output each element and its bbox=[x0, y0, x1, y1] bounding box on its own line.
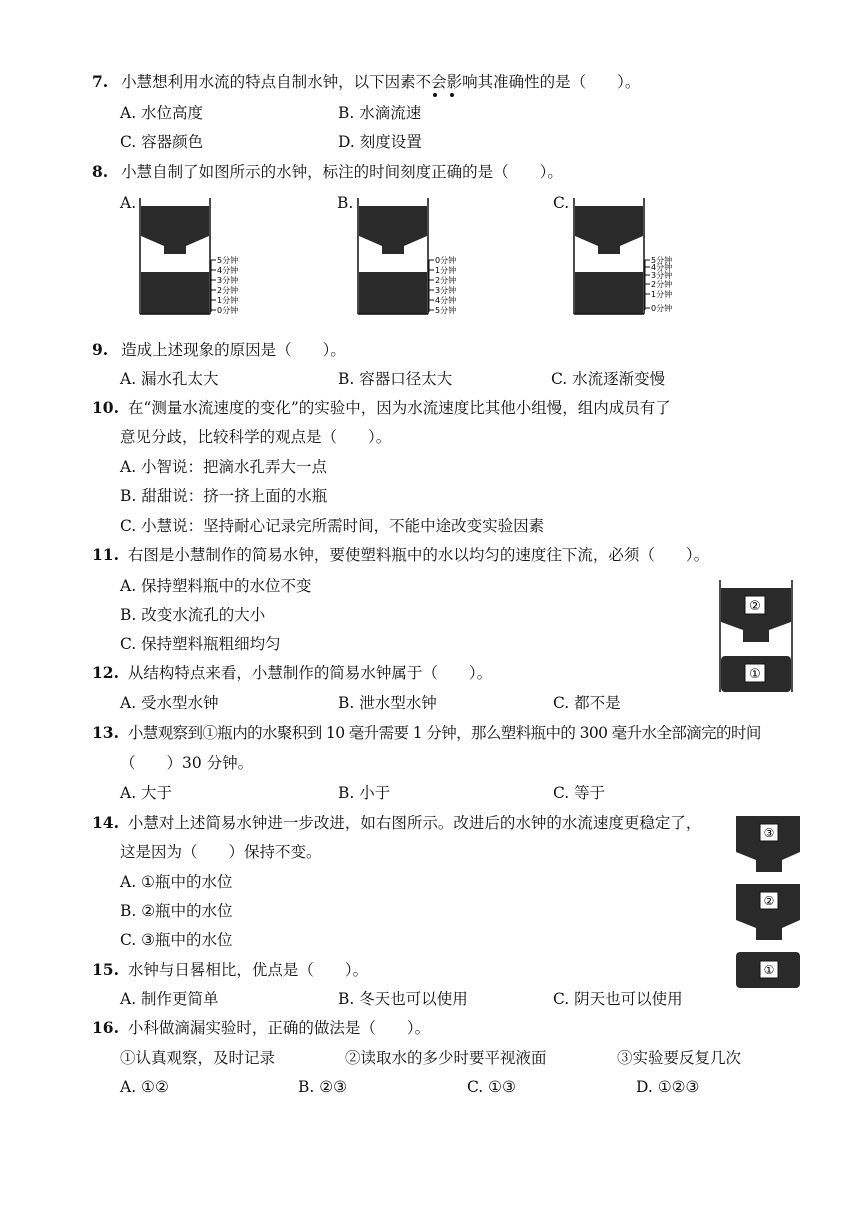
q15-option-b[interactable]: B. 冬天也可以使用 bbox=[338, 990, 468, 1008]
q7-option-d[interactable]: D. 刻度设置 bbox=[338, 133, 422, 151]
tick-label: 4分钟 bbox=[435, 296, 457, 305]
q13-option-b[interactable]: B. 小于 bbox=[338, 784, 391, 802]
q16-option-b[interactable]: B. ②③ bbox=[298, 1078, 348, 1096]
water-clock-figure-c bbox=[572, 196, 702, 320]
q16-number: 16. bbox=[92, 1018, 119, 1037]
tick-label: 2分钟 bbox=[651, 280, 673, 289]
q11-option-c[interactable]: C. 保持塑料瓶粗细均匀 bbox=[120, 635, 281, 653]
q15-option-a[interactable]: A. 制作更简单 bbox=[120, 990, 219, 1008]
q9-stem bbox=[92, 340, 346, 360]
q9-text: 造成上述现象的原因是（ ）。 bbox=[121, 341, 346, 359]
q8-option-b[interactable]: B. bbox=[337, 194, 354, 212]
q11-option-a[interactable]: A. 保持塑料瓶中的水位不变 bbox=[120, 577, 312, 595]
q11-number: 11. bbox=[92, 545, 119, 564]
q14-option-b[interactable]: B. ②瓶中的水位 bbox=[120, 902, 233, 920]
tick-label: 1分钟 bbox=[217, 296, 239, 305]
q14-option-c[interactable]: C. ③瓶中的水位 bbox=[120, 931, 233, 949]
q15-number: 15. bbox=[92, 960, 119, 979]
q12-option-a[interactable]: A. 受水型水钟 bbox=[120, 694, 219, 712]
q15-option-c[interactable]: C. 阴天也可以使用 bbox=[553, 990, 683, 1008]
q10-option-c[interactable]: C. 小慧说：坚持耐心记录完所需时间，不能中途改变实验因素 bbox=[120, 517, 545, 535]
tick-label: 5分钟 bbox=[651, 256, 673, 265]
q7-option-b[interactable]: B. 水滴流速 bbox=[338, 104, 422, 122]
q9-number: 9. bbox=[92, 340, 109, 359]
q9-option-c[interactable]: C. 水流逐渐变慢 bbox=[551, 370, 666, 388]
bottle-label: ③ bbox=[763, 826, 775, 840]
tick-label: 1分钟 bbox=[651, 290, 673, 299]
q16-option-d[interactable]: D. ①②③ bbox=[636, 1078, 700, 1096]
q13-stem-line2: （ ）30 分钟。 bbox=[120, 754, 254, 772]
q15-text: 水钟与日晷相比，优点是（ ）。 bbox=[127, 961, 369, 979]
improved-water-clock-figure bbox=[730, 812, 808, 992]
q11-option-b[interactable]: B. 改变水流孔的大小 bbox=[120, 606, 266, 624]
q14-stem-line1 bbox=[92, 813, 701, 833]
tick-label: 2分钟 bbox=[217, 286, 239, 295]
q15-stem bbox=[92, 960, 368, 980]
q13-option-a[interactable]: A. 大于 bbox=[120, 784, 173, 802]
q16-item-2: ②读取水的多少时要平视液面 bbox=[345, 1049, 547, 1067]
q12-text: 从结构特点来看，小慧制作的简易水钟属于（ ）。 bbox=[127, 664, 493, 682]
q8-stem bbox=[92, 162, 563, 182]
bottle-label: ① bbox=[763, 963, 775, 977]
q8-number: 8. bbox=[92, 162, 109, 181]
tick-label: 3分钟 bbox=[651, 271, 673, 280]
q14-number: 14. bbox=[92, 813, 119, 832]
tick-label: 0分钟 bbox=[651, 304, 673, 313]
q8-text: 小慧自制了如图所示的水钟，标注的时间刻度正确的是（ ）。 bbox=[121, 163, 563, 181]
tick-label: 5分钟 bbox=[217, 256, 239, 265]
simple-water-clock-figure bbox=[717, 578, 797, 696]
water-clock-figure-a bbox=[138, 196, 268, 320]
scale-b bbox=[429, 255, 456, 315]
q7-text: 小慧想利用水流的特点自制水钟，以下因素不会影响其准确性的是（ ）。 bbox=[121, 73, 641, 91]
q10-option-a[interactable]: A. 小智说：把滴水孔弄大一点 bbox=[120, 458, 328, 476]
q16-item-3: ③实验要反复几次 bbox=[617, 1049, 742, 1067]
q11-text: 右图是小慧制作的简易水钟，要使塑料瓶中的水以均匀的速度往下流，必须（ ）。 bbox=[127, 546, 710, 564]
q11-stem bbox=[92, 545, 709, 565]
q9-option-b[interactable]: B. 容器口径太大 bbox=[338, 370, 453, 388]
q7-option-a[interactable]: A. 水位高度 bbox=[120, 104, 204, 122]
clock-body bbox=[140, 198, 210, 314]
q9-option-a[interactable]: A. 漏水孔太大 bbox=[120, 370, 219, 388]
q16-option-c[interactable]: C. ①③ bbox=[467, 1078, 516, 1096]
tick-label: 2分钟 bbox=[435, 276, 457, 285]
q16-option-a[interactable]: A. ①② bbox=[120, 1078, 169, 1096]
tick-label: 3分钟 bbox=[435, 286, 457, 295]
q10-number: 10. bbox=[92, 398, 119, 417]
q13-number: 13. bbox=[92, 723, 119, 742]
tick-label: 3分钟 bbox=[217, 276, 239, 285]
clock-body bbox=[574, 198, 644, 314]
tick-label: 5分钟 bbox=[435, 306, 457, 315]
emphasis-dot bbox=[450, 93, 454, 97]
q7-stem bbox=[92, 72, 640, 92]
q10-text: 在“测量水流速度的变化”的实验中，因为水流速度比其他小组慢，组内成员有了 bbox=[127, 399, 671, 417]
q14-option-a[interactable]: A. ①瓶中的水位 bbox=[120, 873, 233, 891]
q7-option-c[interactable]: C. 容器颜色 bbox=[120, 133, 204, 151]
water-clock-figure-b bbox=[356, 196, 486, 320]
clock-body bbox=[358, 198, 428, 314]
q12-option-c[interactable]: C. 都不是 bbox=[553, 694, 621, 712]
q13-option-c[interactable]: C. 等于 bbox=[553, 784, 606, 802]
q10-stem-line2: 意见分歧，比较科学的观点是（ ）。 bbox=[120, 428, 392, 446]
q16-text: 小科做滴漏实验时，正确的做法是（ ）。 bbox=[127, 1019, 431, 1037]
tick-label: 4分钟 bbox=[217, 266, 239, 275]
q8-option-c[interactable]: C. bbox=[553, 194, 570, 212]
tick-label: 1分钟 bbox=[435, 266, 457, 275]
q8-option-a[interactable]: A. bbox=[120, 194, 137, 212]
tick-label: 4分钟 bbox=[651, 263, 673, 272]
scale-c bbox=[645, 255, 672, 313]
q13-text: 小慧观察到①瓶内的水聚积到 10 毫升需要 1 分钟，那么塑料瓶中的 300 毫升水全部滴完的时间 bbox=[127, 724, 761, 742]
bottle-label: ② bbox=[749, 599, 761, 614]
q14-stem-line2: 这是因为（ ）保持不变。 bbox=[120, 843, 322, 861]
q16-stem bbox=[92, 1018, 430, 1038]
q12-number: 12. bbox=[92, 663, 119, 682]
tick-label: 0分钟 bbox=[217, 306, 239, 315]
q7-number: 7. bbox=[92, 72, 109, 91]
scale-a bbox=[211, 255, 238, 315]
q14-text: 小慧对上述简易水钟进一步改进，如右图所示。改进后的水钟的水流速度更稳定了， bbox=[127, 814, 702, 832]
emphasis-dot bbox=[433, 93, 437, 97]
bottle-label: ② bbox=[763, 894, 775, 908]
tick-label: 0分钟 bbox=[435, 256, 457, 265]
q12-stem bbox=[92, 663, 492, 683]
bottle-label: ① bbox=[749, 667, 761, 682]
q10-stem-line1 bbox=[92, 398, 671, 418]
q12-option-b[interactable]: B. 泄水型水钟 bbox=[338, 694, 437, 712]
q16-item-1: ①认真观察，及时记录 bbox=[120, 1049, 276, 1067]
q10-option-b[interactable]: B. 甜甜说：挤一挤上面的水瓶 bbox=[120, 487, 328, 505]
q13-stem-line1 bbox=[92, 723, 761, 743]
